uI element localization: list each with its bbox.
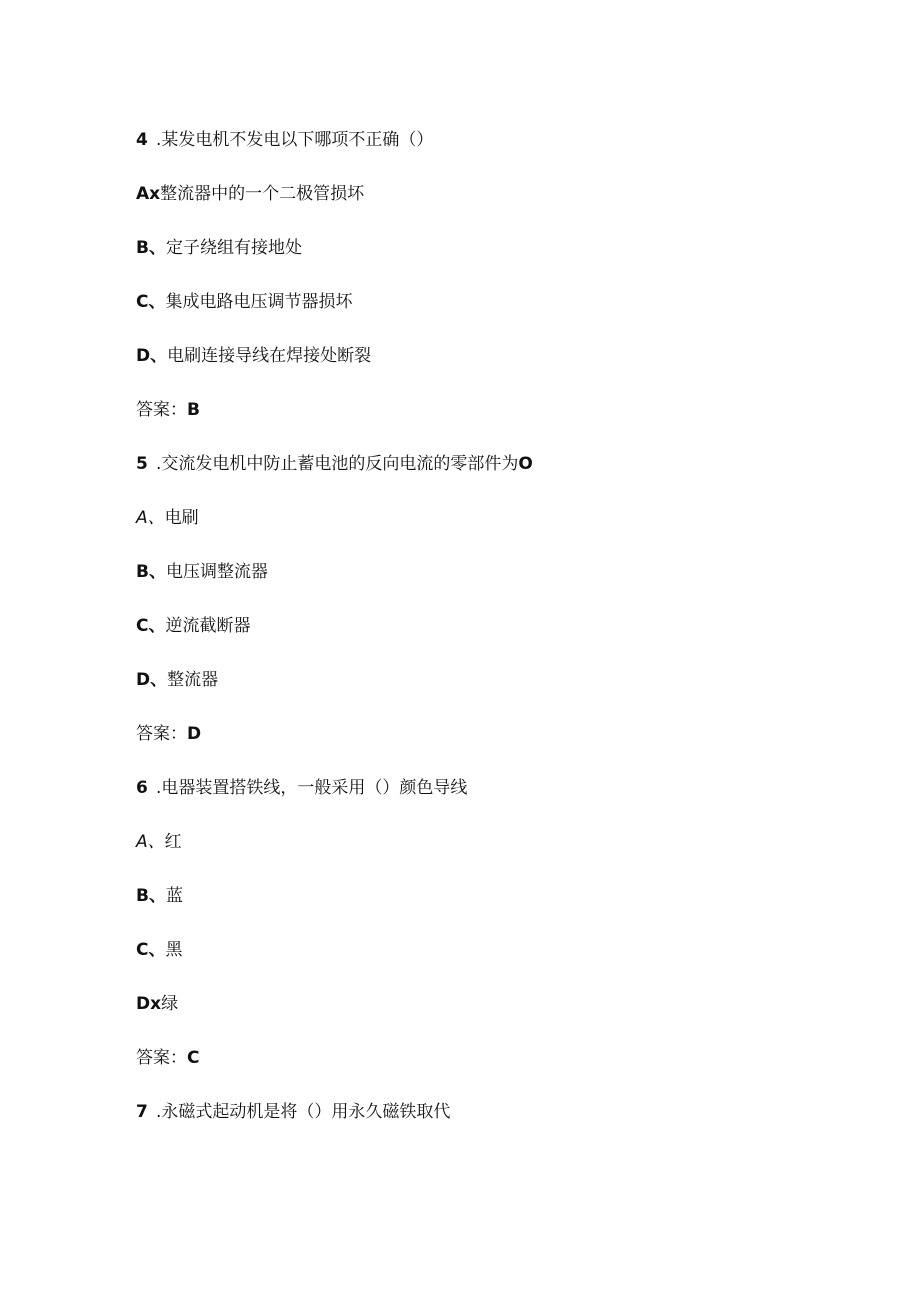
question-5-option-b <box>136 560 268 584</box>
option-text: 绿 <box>161 994 179 1014</box>
question-5-option-c <box>136 614 250 638</box>
question-5-stem <box>136 452 533 476</box>
answer-label: 答案： <box>136 724 187 744</box>
option-label: C、 <box>136 292 166 312</box>
question-4-option-d <box>136 344 371 368</box>
answer-value: D <box>187 724 202 744</box>
question-5-option-a <box>136 506 199 530</box>
question-4-answer <box>136 398 200 422</box>
answer-value: C <box>187 1048 200 1068</box>
option-label: A、 <box>136 508 165 528</box>
question-6-option-d <box>136 992 178 1016</box>
option-label: Ax <box>136 184 161 204</box>
question-4-option-a <box>136 182 364 206</box>
question-text: .电器装置搭铁线，一般采用（）颜色导线 <box>156 778 468 798</box>
question-7-stem <box>136 1100 450 1124</box>
option-label: B、 <box>136 562 166 582</box>
question-6-option-a <box>136 830 182 854</box>
option-label: B、 <box>136 238 166 258</box>
option-text: 电刷连接导线在焊接处断裂 <box>167 346 372 366</box>
option-label: D、 <box>136 346 168 366</box>
question-number: 5 <box>136 454 148 474</box>
question-6-option-b <box>136 884 183 908</box>
option-text: 整流器 <box>167 670 219 690</box>
option-text: 蓝 <box>165 886 183 906</box>
option-label: D、 <box>136 670 168 690</box>
question-6-stem <box>136 776 467 800</box>
question-5-answer <box>136 722 201 746</box>
option-text: 电刷 <box>164 508 199 528</box>
question-text: .永磁式起动机是将（）用永久磁铁取代 <box>156 1102 451 1122</box>
question-number: 4 <box>136 130 148 150</box>
option-text: 定子绕组有接地处 <box>165 238 302 258</box>
option-text: 红 <box>164 832 182 852</box>
question-text: .交流发电机中防止蓄电池的反向电流的零部件为 <box>156 454 519 474</box>
option-text: 整流器中的一个二极管损坏 <box>160 184 365 204</box>
question-4-option-b <box>136 236 302 260</box>
option-text: 黑 <box>165 940 183 960</box>
option-label: C、 <box>136 616 166 636</box>
option-text: 集成电路电压调节器损坏 <box>165 292 353 312</box>
option-label: Dx <box>136 994 162 1014</box>
question-4-option-c <box>136 290 352 314</box>
question-6-answer <box>136 1046 199 1070</box>
option-label: C、 <box>136 940 166 960</box>
option-text: 逆流截断器 <box>165 616 251 636</box>
option-label: B、 <box>136 886 166 906</box>
answer-label: 答案： <box>136 400 187 420</box>
option-text: 电压调整流器 <box>165 562 268 582</box>
question-5-option-d <box>136 668 218 692</box>
question-6-option-c <box>136 938 182 962</box>
answer-label: 答案： <box>136 1048 187 1068</box>
question-text: .某发电机不发电以下哪项不正确（） <box>156 130 434 150</box>
question-number: 6 <box>136 778 148 798</box>
question-text-tail: O <box>518 454 533 474</box>
question-4-stem <box>136 128 433 152</box>
question-number: 7 <box>136 1102 148 1122</box>
answer-value: B <box>187 400 200 420</box>
option-label: A、 <box>136 832 165 852</box>
